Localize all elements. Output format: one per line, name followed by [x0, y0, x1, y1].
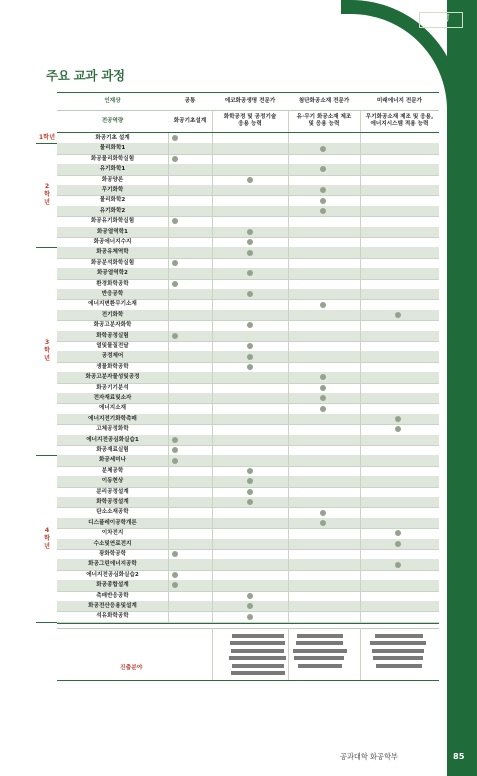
course-name: 에너지변환무기소재	[88, 301, 137, 308]
career-column-divider	[360, 628, 361, 680]
column-talent-3: 첨단화공소재 전문가	[298, 98, 350, 104]
year-label: 4 학 년	[44, 526, 50, 550]
course-name: 화공기기분석	[96, 384, 129, 391]
redacted-career-bar	[298, 664, 342, 668]
page-title: 주요 교과 과정	[46, 68, 125, 83]
course-name: 전자재료및소자	[93, 395, 132, 401]
course-dot	[320, 302, 326, 308]
redacted-career-bar	[372, 649, 424, 653]
redacted-career-bar	[296, 641, 343, 645]
column-talent-2: 에코화공생명 전문가	[224, 98, 276, 104]
redacted-career-bar	[294, 656, 344, 660]
course-name: 디스플레이공학개론	[88, 519, 137, 526]
course-dot	[247, 614, 253, 620]
course-dot	[247, 364, 253, 370]
course-name: 촉매반응공학	[96, 592, 129, 599]
course-name: 환경화학공학	[96, 280, 129, 287]
course-name: 전기화학	[101, 311, 124, 318]
course-name: 물리화학1	[99, 145, 126, 152]
right-green-band	[447, 0, 477, 776]
course-name: 화학공정설계	[96, 499, 129, 505]
course-name: 유기화학2	[99, 207, 126, 214]
column-competency-4: 무기화공소재 제조 및 응용, 에너지시스템 적용 능력	[365, 114, 434, 127]
course-name: 무기화학	[101, 187, 124, 193]
column-competency-3: 유·무기 화공소재 제조 및 응용 능력	[296, 114, 352, 127]
course-name: 이차전지	[101, 530, 124, 537]
course-name: 공정제어	[101, 353, 124, 360]
course-name: 유기화학1	[99, 166, 126, 173]
career-bottom-rule	[57, 680, 439, 681]
body-column-divider	[288, 133, 289, 622]
year-label: 3 학 년	[44, 339, 50, 363]
career-top-rule	[57, 628, 439, 629]
course-dot	[395, 312, 401, 318]
year-group-rule	[36, 622, 57, 623]
course-dot	[172, 281, 178, 287]
course-dot	[320, 385, 326, 391]
year-group-rule	[36, 455, 57, 456]
redacted-career-bar	[293, 649, 347, 653]
redacted-career-bar	[373, 656, 423, 660]
course-dot	[247, 177, 253, 183]
course-dot	[395, 541, 401, 547]
course-name: 에너지소재	[98, 405, 127, 412]
course-name: 이동현상	[101, 478, 124, 485]
course-name: 석유화학공학	[96, 613, 129, 620]
year-label: 2 학 년	[44, 183, 50, 207]
course-name: 에너지전기화학촉매	[88, 415, 137, 422]
career-column-divider	[288, 628, 289, 680]
course-dot	[320, 146, 326, 152]
course-name: 화공종합설계	[96, 582, 129, 589]
course-dot	[247, 229, 253, 235]
column-competency-1: 화공기초설계	[173, 118, 207, 124]
year-label: 1학년	[38, 134, 56, 142]
course-dot	[172, 437, 178, 443]
body-column-divider	[212, 133, 213, 622]
redacted-career-bar	[370, 641, 426, 645]
course-name: 화공기초 설계	[95, 135, 130, 141]
redacted-career-bar	[375, 634, 423, 638]
course-dot	[247, 489, 253, 495]
course-name: 화학공정실험	[96, 332, 129, 339]
redacted-career-bar	[231, 649, 284, 653]
course-dot	[320, 406, 326, 412]
course-dot	[172, 156, 178, 162]
course-name: 열및물질전달	[96, 343, 129, 349]
course-name: 화공재료실험	[96, 447, 129, 453]
course-dot	[320, 208, 326, 214]
course-name: 화공열역학2	[97, 270, 128, 277]
course-dot	[247, 354, 253, 360]
course-name: 탄소소재공학	[96, 509, 129, 516]
column-talent-4: 미래에너지 전문가	[376, 98, 423, 104]
column-talent-1: 공통	[184, 98, 196, 104]
course-dot	[395, 562, 401, 568]
course-name: 화공물리화학실험	[90, 155, 135, 162]
university-logo: KU	[419, 12, 463, 28]
header-column-divider	[288, 110, 289, 132]
header-column-divider	[212, 110, 213, 132]
redacted-career-bar	[376, 664, 422, 668]
course-dot	[320, 198, 326, 204]
table-bottom-rule	[57, 623, 439, 624]
body-column-divider	[360, 133, 361, 622]
course-dot	[172, 260, 178, 266]
redacted-career-bar	[229, 656, 286, 660]
redacted-career-bar	[232, 634, 284, 638]
course-dot	[172, 333, 178, 339]
course-name: 생물화학공학	[96, 363, 129, 370]
course-dot	[247, 468, 253, 474]
course-dot	[172, 458, 178, 464]
course-dot	[395, 416, 401, 422]
course-name: 화공양론	[101, 176, 124, 183]
talent-label: 인재상	[104, 98, 121, 104]
course-dot	[172, 572, 178, 578]
course-name: 광화학공학	[98, 551, 127, 557]
career-field-label: 진출분야	[120, 665, 143, 671]
course-name: 화공에너지수지	[93, 239, 132, 245]
course-dot	[247, 250, 253, 256]
course-name: 반응공학	[101, 291, 124, 297]
course-name: 수소및연료전지	[93, 540, 132, 547]
course-name: 화공유체역학	[96, 249, 129, 256]
redacted-career-bar	[297, 634, 343, 638]
course-name: 화공고분자물성및공정	[85, 374, 140, 381]
career-column-divider	[212, 628, 213, 680]
redacted-career-bar	[230, 641, 285, 645]
course-name: 에너지전공심화실습2	[86, 571, 139, 578]
footer-text: 공과대학 화공학부	[340, 752, 398, 761]
course-name: 화공고분자화학	[93, 322, 132, 329]
course-name: 고체공정화학	[96, 426, 129, 433]
course-name: 화공열역학1	[97, 228, 128, 235]
course-dot	[247, 593, 253, 599]
course-dot	[320, 510, 326, 516]
year-group-rule	[36, 143, 57, 144]
course-name: 화공전산응용및설계	[88, 603, 137, 609]
header-mid-rule	[57, 110, 439, 111]
course-name: 화공세미나	[98, 457, 127, 464]
course-name: 화공유기화학실험	[90, 218, 135, 225]
course-dot	[320, 520, 326, 526]
header-column-divider	[360, 110, 361, 132]
competency-label: 전공역량	[101, 118, 124, 124]
course-name: 물리화학2	[99, 197, 126, 204]
course-name: 화공분석화학실험	[90, 259, 135, 266]
column-competency-2: 화학공정 및 공정기술 응용 능력	[223, 114, 277, 127]
body-left-divider	[168, 133, 169, 622]
header-top-rule	[57, 92, 439, 93]
course-name: 화공그린에너지공학	[88, 561, 137, 568]
page-number: 85	[453, 751, 465, 761]
year-group-rule	[36, 247, 57, 248]
redacted-career-bar	[231, 671, 285, 675]
redacted-career-bar	[232, 664, 284, 668]
course-name: 분체공학	[101, 467, 124, 474]
course-name: 에너지전공심화실습1	[86, 436, 139, 443]
course-name: 분리공정설계	[96, 488, 129, 495]
